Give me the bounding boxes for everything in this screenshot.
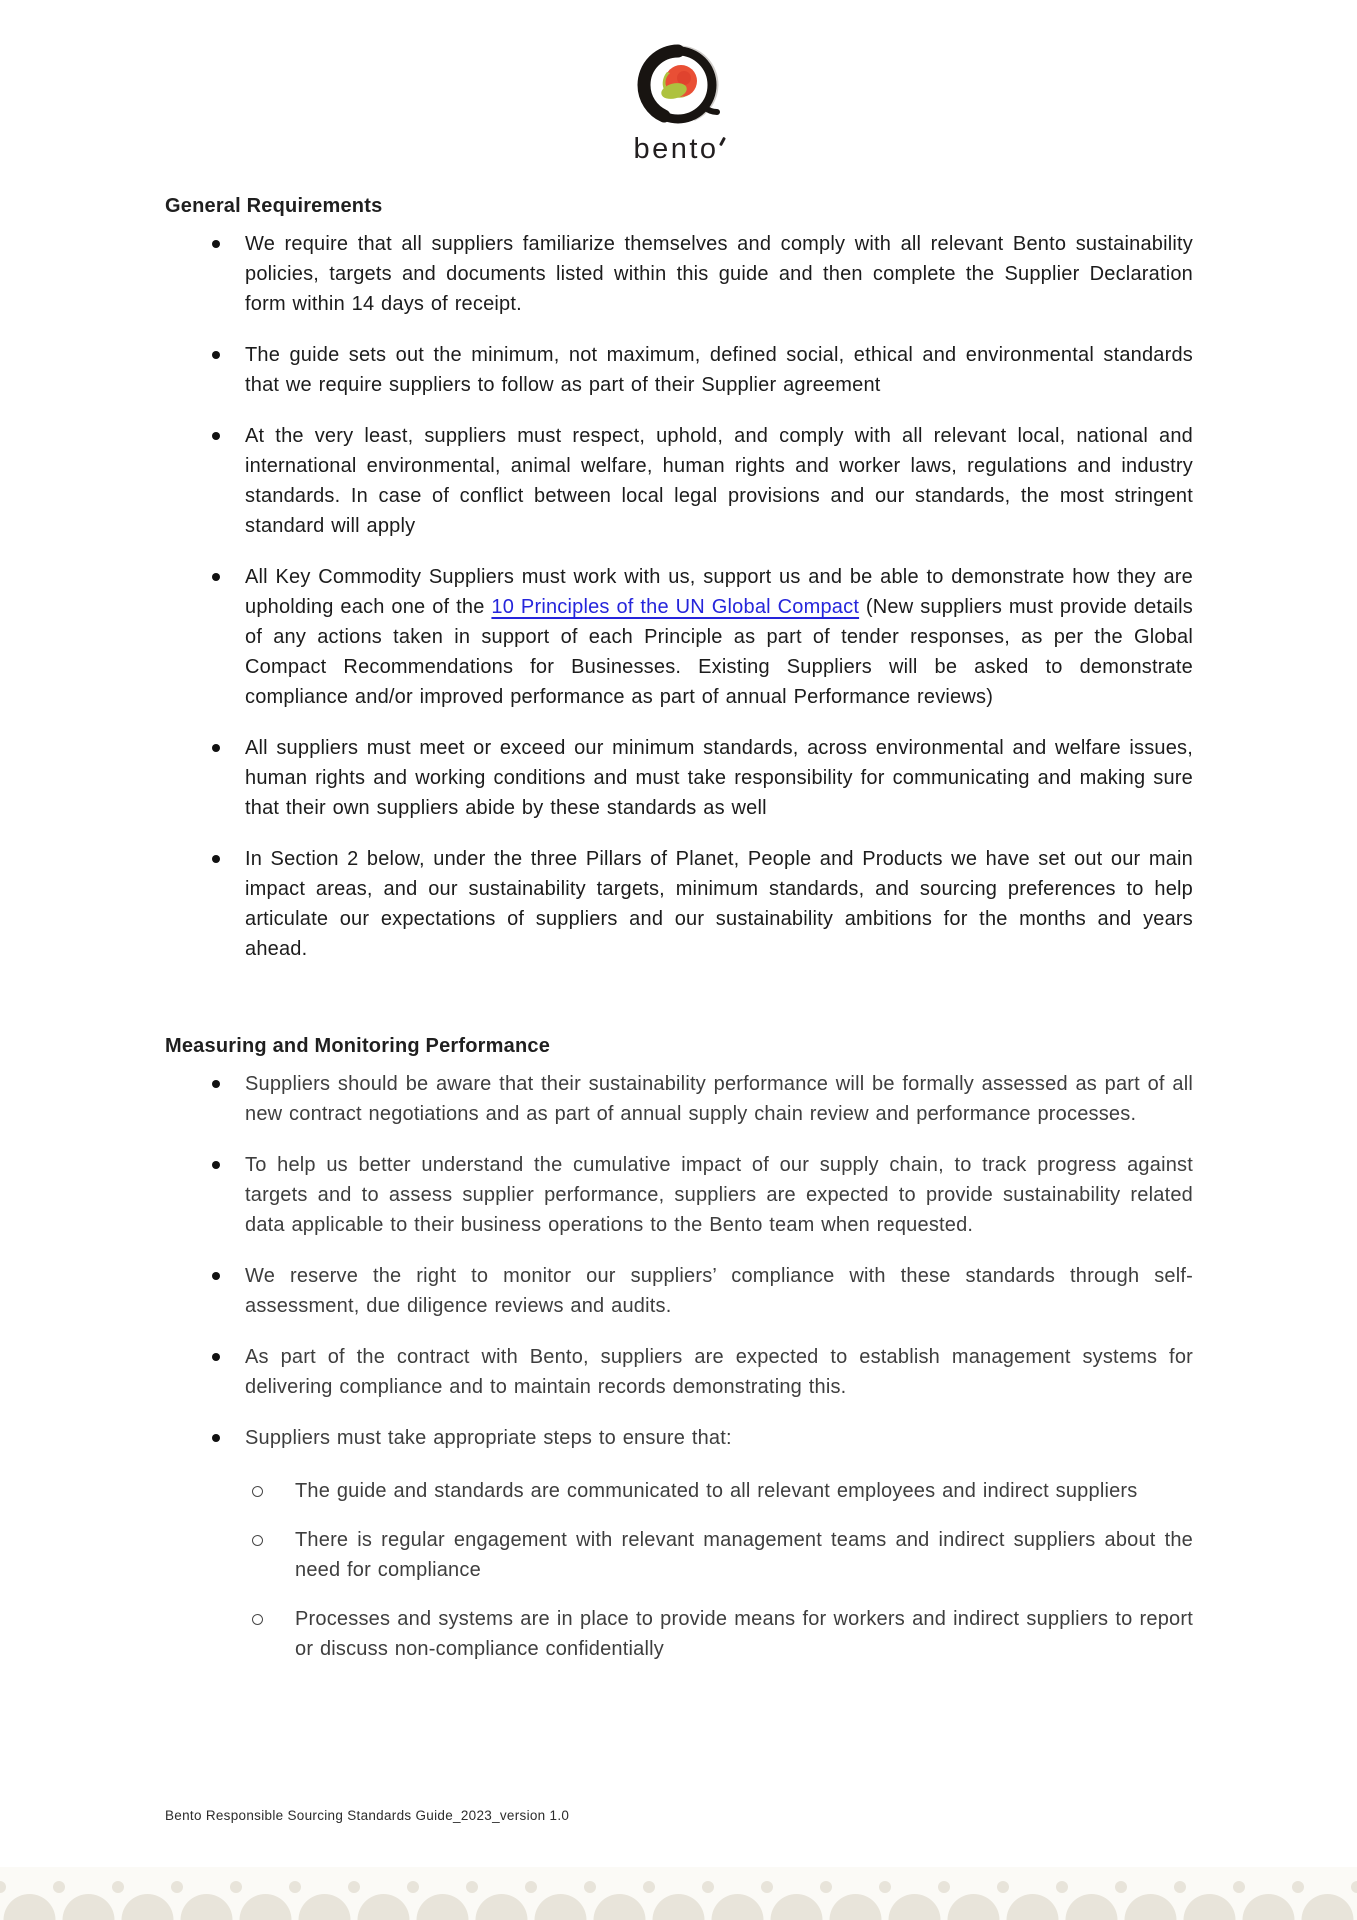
scallop-border-decoration [0,1867,1357,1920]
bullet-text: To help us better understand the cumulative impact of our supply chain, to track progress against targets and to assess supplier performance, suppliers are expected to provide sustainability related data applicable to their business operations to the Bento team when requested. [245,1154,1193,1236]
un-global-compact-link[interactable]: 10 Principles of the UN Global Compact [491,596,860,618]
bullet-text: At the very least, suppliers must respect, uphold, and comply with all relevant local, national and international environmental, animal welfare, human rights and worker laws, regulations and industry standards. In case of conflict between local legal provisions and our standards, the most stringent standard will apply [245,425,1193,537]
bullet-dot-icon [212,1434,220,1442]
bullet-item-with-link [165,562,1193,712]
sub-bullet-text: The guide and standards are communicated to all relevant employees and indirect suppliers [295,1480,1138,1502]
sub-bullet-item [165,1476,1193,1506]
bullet-item [165,1150,1193,1240]
bullet-dot-icon [212,744,220,752]
link-bullet-post-text: (New suppliers must provide details of any actions taken in support of each Principle as part of tender responses, as per the Global Compact Recommendations for Businesses. Existing Suppliers will be asked to demonstrate compliance and/or improved performance as part of annual Performance reviews) [245,596,1193,708]
bullet-text: In Section 2 below, under the three Pillars of Planet, People and Products we have set out our main impact areas, and our sustainability targets, minimum standards, and sourcing preferences to help articulate our expectations of suppliers and our sustainability ambitions for the months and years ahead. [245,848,1193,960]
sub-bullet-circle-icon [252,1614,263,1625]
section-general-requirements [165,194,1193,964]
bullet-text: As part of the contract with Bento, suppliers are expected to establish management systems for delivering compliance and to maintain records demonstrating this. [245,1346,1193,1398]
bullet-dot-icon [212,1080,220,1088]
bullet-item [165,1342,1193,1402]
section-heading: General Requirements [165,195,383,217]
bullet-item [165,844,1193,964]
bullet-text: The guide sets out the minimum, not maximum, defined social, ethical and environmental standards that we require suppliers to follow as part of their Supplier agreement [245,344,1193,396]
bullet-dot-icon [212,1161,220,1169]
bullet-text: All suppliers must meet or exceed our minimum standards, across environmental and welfare issues, human rights and working conditions and must take responsibility for communicating and making sure that their own suppliers abide by these standards as well [245,737,1193,819]
sub-bullet-item [165,1604,1193,1664]
section-measuring-monitoring [165,1034,1193,1664]
bullet-item [165,1261,1193,1321]
sub-bullet-item [165,1525,1193,1585]
section-heading: Measuring and Monitoring Performance [165,1035,551,1057]
link-bullet-pre-text: All Key Commodity Suppliers must work with us, support us and be able to demonstrate how they are upholding each one of the [245,566,1193,618]
sub-bullet-group [165,1476,1193,1664]
bullet-dot-icon [212,240,220,248]
bullet-text: We reserve the right to monitor our suppliers’ compliance with these standards through self-assessment, due diligence reviews and audits. [245,1265,1193,1317]
sub-bullet-text: Processes and systems are in place to provide means for workers and indirect suppliers to report or discuss non-compliance confidentially [295,1608,1193,1660]
bullet-item [165,421,1193,541]
bullet-item [165,1423,1193,1453]
sub-bullet-circle-icon [252,1535,263,1546]
bullet-item [165,229,1193,319]
bullet-text: Suppliers must take appropriate steps to ensure that: [245,1427,732,1449]
logo-tick-icon [719,137,726,146]
bullet-dot-icon [212,432,220,440]
sub-bullet-text: There is regular engagement with relevant management teams and indirect suppliers about the need for compliance [295,1529,1193,1581]
bullet-dot-icon [212,855,220,863]
bento-logo-mark-icon [632,38,726,132]
bullet-item [165,340,1193,400]
sub-bullet-circle-icon [252,1486,263,1497]
page-footer: Bento Responsible Sourcing Standards Guide_2023_version 1.0 [165,1808,570,1823]
brand-wordmark: bento [633,133,719,165]
bullet-text: We require that all suppliers familiarize themselves and comply with all relevant Bento sustainability policies, targets and documents listed within this guide and then complete the Supplier Declaration form within 14 days of receipt. [245,233,1193,315]
bullet-text: Suppliers should be aware that their sustainability performance will be formally assessed as part of all new contract negotiations and as part of annual supply chain review and performance processes. [245,1073,1193,1125]
bullet-dot-icon [212,1353,220,1361]
bullet-dot-icon [212,1272,220,1280]
bullet-text [245,562,1193,712]
bullet-item [165,1069,1193,1129]
bullet-dot-icon [212,351,220,359]
bento-logo [609,38,749,164]
bullet-dot-icon [212,573,220,581]
bullet-item [165,733,1193,823]
